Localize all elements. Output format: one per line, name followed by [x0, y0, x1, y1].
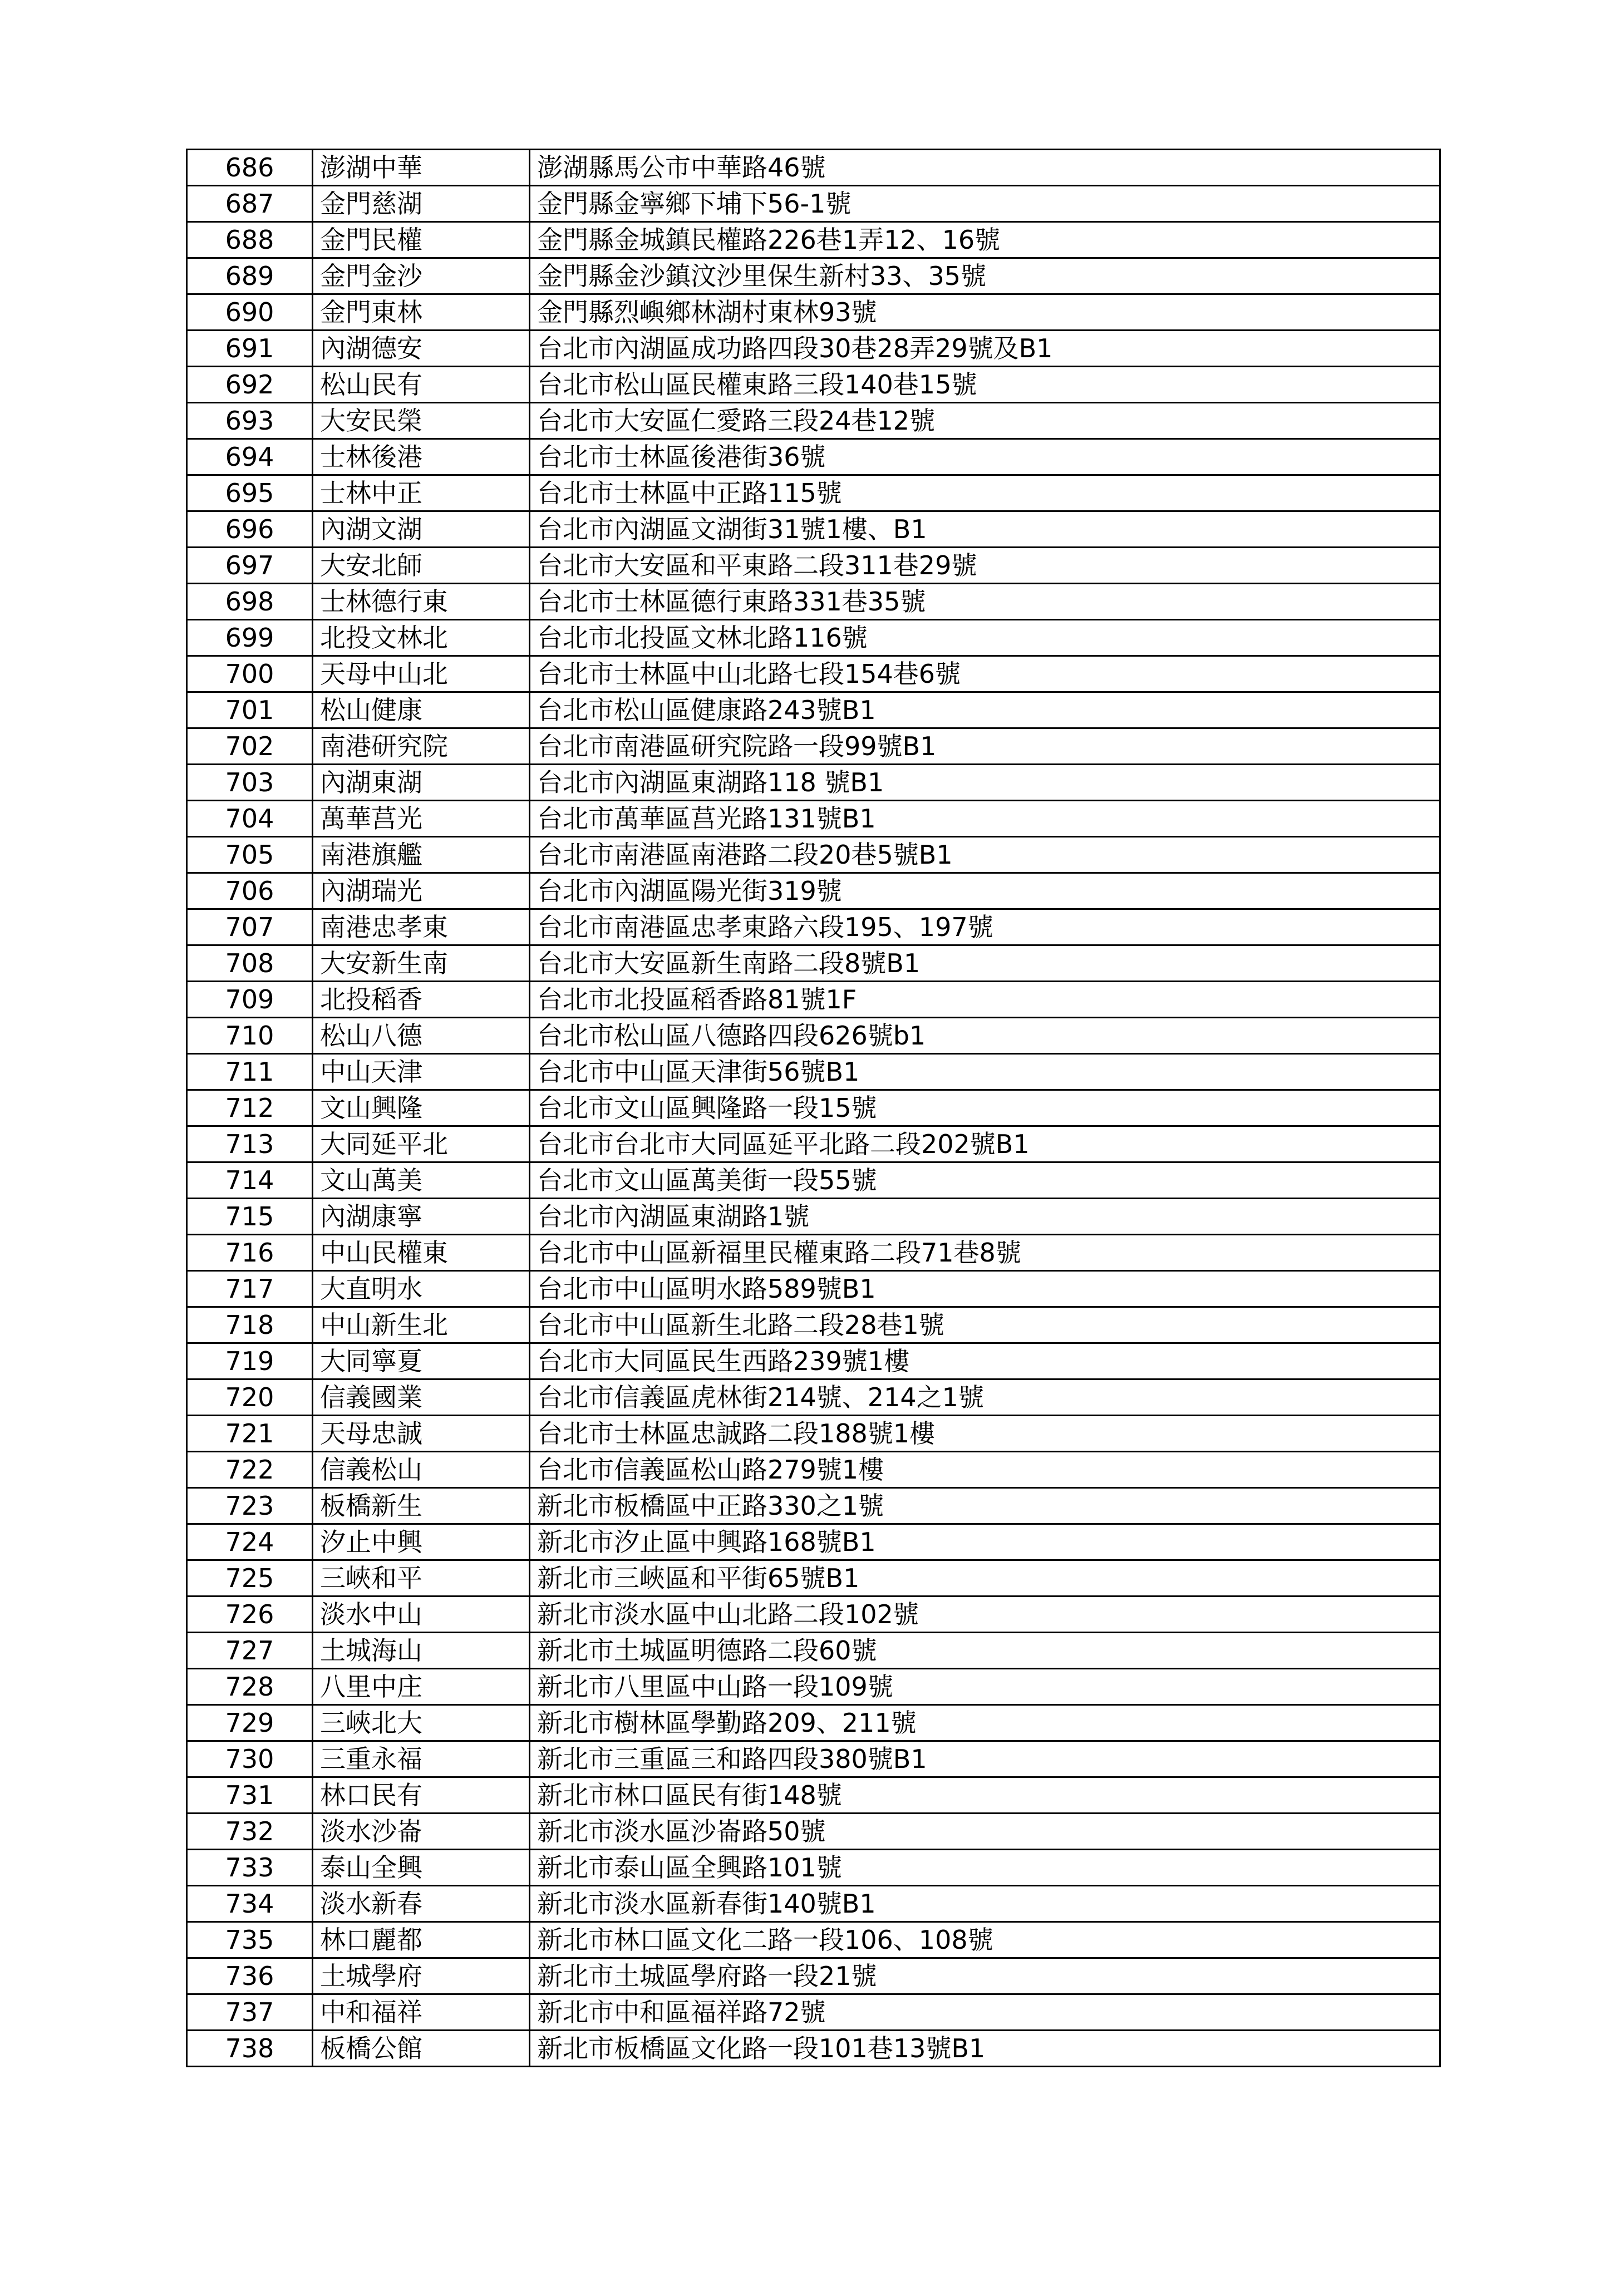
table-row — [187, 1560, 1440, 1597]
table-row — [187, 258, 1440, 294]
store-address-cell: 台北市大安區新生南路二段8號B1 — [530, 945, 1440, 982]
store-name-cell: 淡水新春 — [313, 1886, 530, 1922]
table-row — [187, 656, 1440, 692]
store-address-cell: 新北市林口區文化二路一段106、108號 — [530, 1922, 1440, 1958]
table-row — [187, 1018, 1440, 1054]
table-row — [187, 584, 1440, 620]
store-name-cell: 大同寧夏 — [313, 1343, 530, 1379]
table-row — [187, 511, 1440, 548]
store-name-cell: 板橋公館 — [313, 2031, 530, 2067]
store-name-cell: 林口麗都 — [313, 1922, 530, 1958]
row-number-cell: 697 — [187, 548, 313, 584]
store-name-cell: 金門金沙 — [313, 258, 530, 294]
row-number-cell: 735 — [187, 1922, 313, 1958]
store-name-cell: 士林中正 — [313, 475, 530, 511]
store-name-cell: 大同延平北 — [313, 1126, 530, 1162]
row-number-cell: 693 — [187, 403, 313, 439]
store-name-cell: 三峽和平 — [313, 1560, 530, 1597]
row-number-cell: 729 — [187, 1705, 313, 1741]
table-row — [187, 1307, 1440, 1343]
store-address-cell: 新北市淡水區新春街140號B1 — [530, 1886, 1440, 1922]
table-row — [187, 945, 1440, 982]
store-address-cell: 新北市淡水區沙崙路50號 — [530, 1814, 1440, 1850]
row-number-cell: 720 — [187, 1379, 313, 1416]
store-address-cell: 台北市中山區明水路589號B1 — [530, 1271, 1440, 1307]
store-address-cell: 澎湖縣馬公市中華路46號 — [530, 150, 1440, 186]
store-name-cell: 內湖康寧 — [313, 1199, 530, 1235]
row-number-cell: 695 — [187, 475, 313, 511]
row-number-cell: 687 — [187, 186, 313, 222]
row-number-cell: 706 — [187, 873, 313, 909]
row-number-cell: 703 — [187, 765, 313, 801]
row-number-cell: 732 — [187, 1814, 313, 1850]
store-name-cell: 中和福祥 — [313, 1994, 530, 2031]
store-name-cell: 大直明水 — [313, 1271, 530, 1307]
row-number-cell: 731 — [187, 1777, 313, 1814]
store-address-cell: 台北市中山區新福里民權東路二段71巷8號 — [530, 1235, 1440, 1271]
row-number-cell: 721 — [187, 1416, 313, 1452]
row-number-cell: 701 — [187, 692, 313, 728]
store-name-cell: 林口民有 — [313, 1777, 530, 1814]
table-row — [187, 1235, 1440, 1271]
store-address-cell: 金門縣金城鎮民權路226巷1弄12、16號 — [530, 222, 1440, 258]
store-name-cell: 金門慈湖 — [313, 186, 530, 222]
row-number-cell: 736 — [187, 1958, 313, 1994]
table-row — [187, 1922, 1440, 1958]
row-number-cell: 727 — [187, 1633, 313, 1669]
store-address-table — [186, 149, 1441, 2067]
table-row — [187, 837, 1440, 873]
row-number-cell: 723 — [187, 1488, 313, 1524]
store-name-cell: 八里中庄 — [313, 1669, 530, 1705]
table-row — [187, 982, 1440, 1018]
row-number-cell: 692 — [187, 367, 313, 403]
table-row — [187, 439, 1440, 475]
store-address-cell: 新北市板橋區中正路330之1號 — [530, 1488, 1440, 1524]
store-name-cell: 大安新生南 — [313, 945, 530, 982]
store-name-cell: 信義國業 — [313, 1379, 530, 1416]
store-address-cell: 新北市中和區福祥路72號 — [530, 1994, 1440, 2031]
table-row — [187, 1669, 1440, 1705]
table-row — [187, 403, 1440, 439]
store-address-cell: 台北市內湖區陽光街319號 — [530, 873, 1440, 909]
table-row — [187, 1958, 1440, 1994]
store-address-cell: 台北市大安區和平東路二段311巷29號 — [530, 548, 1440, 584]
table-row — [187, 150, 1440, 186]
table-row — [187, 186, 1440, 222]
store-address-cell: 台北市士林區德行東路331巷35號 — [530, 584, 1440, 620]
store-name-cell: 松山民有 — [313, 367, 530, 403]
row-number-cell: 738 — [187, 2031, 313, 2067]
row-number-cell: 718 — [187, 1307, 313, 1343]
table-row — [187, 692, 1440, 728]
store-address-cell: 新北市土城區明德路二段60號 — [530, 1633, 1440, 1669]
row-number-cell: 696 — [187, 511, 313, 548]
row-number-cell: 722 — [187, 1452, 313, 1488]
row-number-cell: 689 — [187, 258, 313, 294]
row-number-cell: 707 — [187, 909, 313, 945]
store-name-cell: 中山新生北 — [313, 1307, 530, 1343]
table-row — [187, 1054, 1440, 1090]
store-name-cell: 北投稻香 — [313, 982, 530, 1018]
store-name-cell: 大安民榮 — [313, 403, 530, 439]
store-address-cell: 新北市汐止區中興路168號B1 — [530, 1524, 1440, 1560]
row-number-cell: 700 — [187, 656, 313, 692]
store-address-cell: 台北市台北市大同區延平北路二段202號B1 — [530, 1126, 1440, 1162]
table-row — [187, 728, 1440, 765]
store-address-cell: 金門縣金寧鄉下埔下56-1號 — [530, 186, 1440, 222]
store-name-cell: 信義松山 — [313, 1452, 530, 1488]
store-address-cell: 台北市北投區文林北路116號 — [530, 620, 1440, 656]
table-row — [187, 331, 1440, 367]
store-address-cell: 台北市南港區研究院路一段99號B1 — [530, 728, 1440, 765]
store-address-cell: 台北市松山區八德路四段626號b1 — [530, 1018, 1440, 1054]
row-number-cell: 708 — [187, 945, 313, 982]
store-name-cell: 土城學府 — [313, 1958, 530, 1994]
store-name-cell: 文山萬美 — [313, 1162, 530, 1199]
table-row — [187, 1524, 1440, 1560]
row-number-cell: 715 — [187, 1199, 313, 1235]
table-row — [187, 1994, 1440, 2031]
store-address-cell: 台北市南港區忠孝東路六段195、197號 — [530, 909, 1440, 945]
store-address-cell: 新北市八里區中山路一段109號 — [530, 1669, 1440, 1705]
store-address-cell: 新北市樹林區學勤路209、211號 — [530, 1705, 1440, 1741]
store-name-cell: 中山民權東 — [313, 1235, 530, 1271]
table-row — [187, 1271, 1440, 1307]
table-row — [187, 1343, 1440, 1379]
row-number-cell: 699 — [187, 620, 313, 656]
row-number-cell: 734 — [187, 1886, 313, 1922]
store-address-cell: 台北市內湖區成功路四段30巷28弄29號及B1 — [530, 331, 1440, 367]
table-row — [187, 1488, 1440, 1524]
row-number-cell: 702 — [187, 728, 313, 765]
store-address-cell: 台北市內湖區東湖路118 號B1 — [530, 765, 1440, 801]
table-row — [187, 801, 1440, 837]
store-address-cell: 台北市北投區稻香路81號1F — [530, 982, 1440, 1018]
store-name-cell: 南港研究院 — [313, 728, 530, 765]
table-row — [187, 873, 1440, 909]
store-name-cell: 汐止中興 — [313, 1524, 530, 1560]
table-row — [187, 294, 1440, 331]
table-row — [187, 548, 1440, 584]
row-number-cell: 705 — [187, 837, 313, 873]
table-body — [187, 150, 1440, 2067]
store-name-cell: 士林德行東 — [313, 584, 530, 620]
table-row — [187, 1597, 1440, 1633]
store-name-cell: 北投文林北 — [313, 620, 530, 656]
row-number-cell: 691 — [187, 331, 313, 367]
store-name-cell: 金門民權 — [313, 222, 530, 258]
store-address-cell: 台北市士林區中山北路七段154巷6號 — [530, 656, 1440, 692]
store-address-cell: 新北市土城區學府路一段21號 — [530, 1958, 1440, 1994]
store-address-cell: 新北市三重區三和路四段380號B1 — [530, 1741, 1440, 1777]
table-row — [187, 1090, 1440, 1126]
store-address-cell: 台北市內湖區文湖街31號1樓、B1 — [530, 511, 1440, 548]
store-name-cell: 金門東林 — [313, 294, 530, 331]
row-number-cell: 724 — [187, 1524, 313, 1560]
store-name-cell: 板橋新生 — [313, 1488, 530, 1524]
store-name-cell: 松山健康 — [313, 692, 530, 728]
table-row — [187, 1886, 1440, 1922]
row-number-cell: 698 — [187, 584, 313, 620]
store-address-cell: 新北市三峽區和平街65號B1 — [530, 1560, 1440, 1597]
store-name-cell: 萬華莒光 — [313, 801, 530, 837]
store-address-cell: 台北市大同區民生西路239號1樓 — [530, 1343, 1440, 1379]
store-address-cell: 新北市淡水區中山北路二段102號 — [530, 1597, 1440, 1633]
store-name-cell: 中山天津 — [313, 1054, 530, 1090]
store-name-cell: 三重永福 — [313, 1741, 530, 1777]
store-name-cell: 內湖東湖 — [313, 765, 530, 801]
store-address-cell: 台北市文山區萬美街一段55號 — [530, 1162, 1440, 1199]
store-name-cell: 內湖文湖 — [313, 511, 530, 548]
store-address-cell: 新北市板橋區文化路一段101巷13號B1 — [530, 2031, 1440, 2067]
row-number-cell: 733 — [187, 1850, 313, 1886]
table-row — [187, 2031, 1440, 2067]
store-name-cell: 內湖瑞光 — [313, 873, 530, 909]
table-row — [187, 1162, 1440, 1199]
store-name-cell: 大安北師 — [313, 548, 530, 584]
table-row — [187, 1126, 1440, 1162]
store-address-cell: 金門縣金沙鎮汶沙里保生新村33、35號 — [530, 258, 1440, 294]
row-number-cell: 737 — [187, 1994, 313, 2031]
store-name-cell: 天母忠誠 — [313, 1416, 530, 1452]
store-name-cell: 松山八德 — [313, 1018, 530, 1054]
store-address-cell: 台北市中山區新生北路二段28巷1號 — [530, 1307, 1440, 1343]
row-number-cell: 709 — [187, 982, 313, 1018]
store-address-cell: 台北市內湖區東湖路1號 — [530, 1199, 1440, 1235]
store-name-cell: 淡水沙崙 — [313, 1814, 530, 1850]
store-name-cell: 文山興隆 — [313, 1090, 530, 1126]
store-address-cell: 台北市萬華區莒光路131號B1 — [530, 801, 1440, 837]
store-name-cell: 天母中山北 — [313, 656, 530, 692]
store-name-cell: 士林後港 — [313, 439, 530, 475]
store-name-cell: 澎湖中華 — [313, 150, 530, 186]
table-row — [187, 1850, 1440, 1886]
table-row — [187, 1416, 1440, 1452]
store-address-cell: 台北市大安區仁愛路三段24巷12號 — [530, 403, 1440, 439]
table-row — [187, 1633, 1440, 1669]
row-number-cell: 690 — [187, 294, 313, 331]
row-number-cell: 730 — [187, 1741, 313, 1777]
store-name-cell: 南港忠孝東 — [313, 909, 530, 945]
table-row — [187, 1379, 1440, 1416]
store-address-cell: 台北市士林區後港街36號 — [530, 439, 1440, 475]
store-name-cell: 淡水中山 — [313, 1597, 530, 1633]
table-row — [187, 1452, 1440, 1488]
store-address-cell: 台北市信義區松山路279號1樓 — [530, 1452, 1440, 1488]
table-row — [187, 475, 1440, 511]
table-row — [187, 1199, 1440, 1235]
store-name-cell: 內湖德安 — [313, 331, 530, 367]
row-number-cell: 711 — [187, 1054, 313, 1090]
store-address-cell: 台北市士林區忠誠路二段188號1樓 — [530, 1416, 1440, 1452]
table-row — [187, 1741, 1440, 1777]
store-address-cell: 台北市松山區民權東路三段140巷15號 — [530, 367, 1440, 403]
table-row — [187, 1705, 1440, 1741]
row-number-cell: 719 — [187, 1343, 313, 1379]
store-address-cell: 台北市中山區天津街56號B1 — [530, 1054, 1440, 1090]
table-row — [187, 765, 1440, 801]
store-address-cell: 台北市南港區南港路二段20巷5號B1 — [530, 837, 1440, 873]
store-address-cell: 台北市松山區健康路243號B1 — [530, 692, 1440, 728]
row-number-cell: 686 — [187, 150, 313, 186]
table-row — [187, 1777, 1440, 1814]
row-number-cell: 688 — [187, 222, 313, 258]
table-row — [187, 222, 1440, 258]
row-number-cell: 710 — [187, 1018, 313, 1054]
store-address-cell: 台北市士林區中正路115號 — [530, 475, 1440, 511]
store-address-cell: 金門縣烈嶼鄉林湖村東林93號 — [530, 294, 1440, 331]
document-page — [186, 149, 1439, 2067]
row-number-cell: 726 — [187, 1597, 313, 1633]
store-address-cell: 新北市泰山區全興路101號 — [530, 1850, 1440, 1886]
store-name-cell: 三峽北大 — [313, 1705, 530, 1741]
store-name-cell: 南港旗艦 — [313, 837, 530, 873]
row-number-cell: 694 — [187, 439, 313, 475]
table-row — [187, 620, 1440, 656]
row-number-cell: 713 — [187, 1126, 313, 1162]
row-number-cell: 728 — [187, 1669, 313, 1705]
store-address-cell: 台北市文山區興隆路一段15號 — [530, 1090, 1440, 1126]
row-number-cell: 714 — [187, 1162, 313, 1199]
store-address-cell: 台北市信義區虎林街214號、214之1號 — [530, 1379, 1440, 1416]
row-number-cell: 725 — [187, 1560, 313, 1597]
table-row — [187, 909, 1440, 945]
row-number-cell: 717 — [187, 1271, 313, 1307]
row-number-cell: 712 — [187, 1090, 313, 1126]
store-address-cell: 新北市林口區民有街148號 — [530, 1777, 1440, 1814]
row-number-cell: 704 — [187, 801, 313, 837]
store-name-cell: 泰山全興 — [313, 1850, 530, 1886]
store-name-cell: 土城海山 — [313, 1633, 530, 1669]
table-row — [187, 367, 1440, 403]
table-row — [187, 1814, 1440, 1850]
row-number-cell: 716 — [187, 1235, 313, 1271]
